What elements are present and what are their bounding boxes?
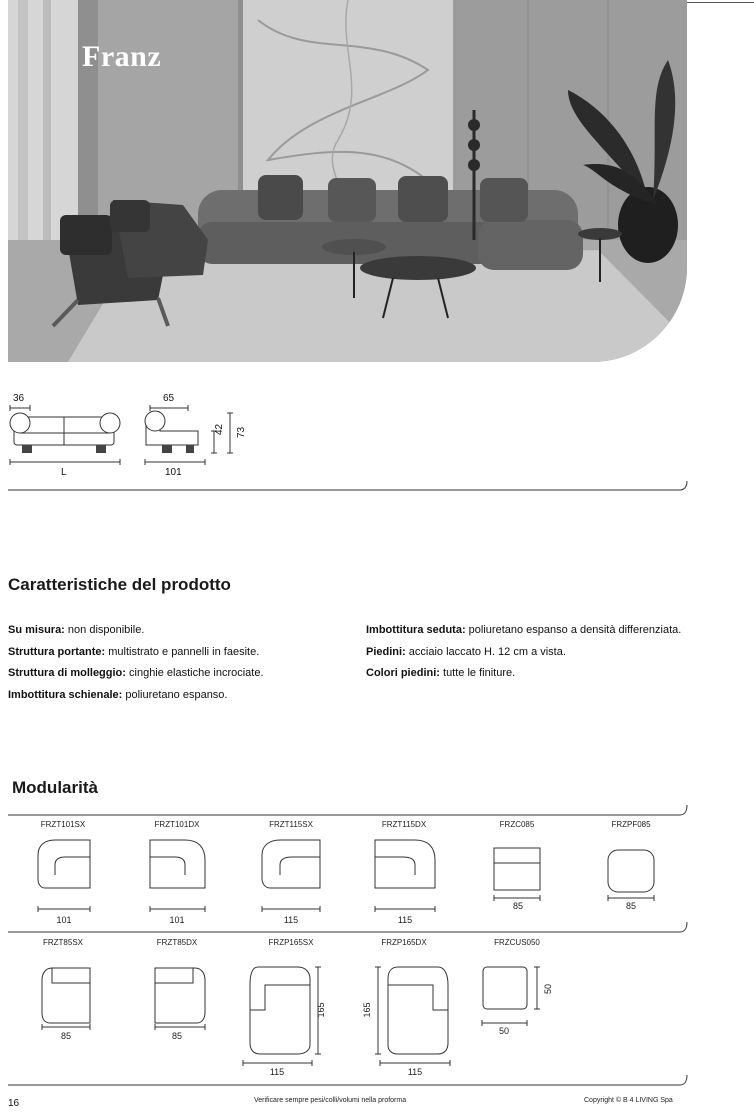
- features-right: [366, 620, 736, 685]
- module-width: 115: [397, 915, 413, 925]
- module-width: 50: [498, 1026, 509, 1036]
- dimension-drawing: [0, 385, 754, 495]
- dim-arm: 36: [13, 393, 25, 404]
- module-code: FRZT115SX: [269, 820, 313, 829]
- page-number: 16: [8, 1098, 20, 1109]
- modularity-heading: Modularità: [12, 778, 98, 797]
- module-width: 85: [60, 1031, 71, 1041]
- footer-note: Verificare sempre pesi/colli/volumi nella proforma: [254, 1097, 407, 1104]
- feature-item: Piedini: acciaio laccato H. 12 cm a vista.: [366, 645, 566, 658]
- module-width: 85: [171, 1031, 182, 1041]
- module-code: FRZT101DX: [154, 820, 200, 829]
- dim-total-height: 73: [236, 426, 247, 438]
- module-width: 101: [169, 915, 185, 925]
- module-code: FRZPF085: [611, 820, 651, 829]
- module-depth: 165: [316, 1002, 326, 1018]
- module-width: 115: [283, 915, 299, 925]
- module-code: FRZP165DX: [381, 938, 427, 947]
- module-code: FRZP165SX: [268, 938, 314, 947]
- dim-seat-height: 42: [214, 423, 225, 435]
- feature-item: Imbottitura seduta: poliuretano espanso a densità differenziata.: [366, 624, 682, 636]
- dim-depth-bottom: 101: [165, 467, 182, 478]
- feature-item: Su misura: non disponibile.: [8, 624, 145, 636]
- features-heading: Caratteristiche del prodotto: [8, 575, 231, 594]
- module-width: 101: [56, 915, 72, 925]
- module-depth: 165: [362, 1002, 372, 1018]
- feature-item: Imbottitura schienale: poliuretano espanso.: [8, 688, 228, 701]
- module-code: FRZT85DX: [156, 938, 198, 947]
- module-code: FRZT85SX: [42, 938, 83, 947]
- sofa-dimension-diagram: [0, 385, 754, 495]
- module-code: FRZT115DX: [381, 820, 427, 829]
- module-width: 115: [407, 1067, 423, 1077]
- dim-depth-top: 65: [163, 393, 175, 404]
- module-depth: 50: [543, 984, 553, 995]
- module-code: FRZT101SX: [40, 820, 86, 829]
- module-width: 115: [269, 1067, 285, 1077]
- feature-item: Struttura portante: multistrato e pannelli in faesite.: [8, 645, 260, 658]
- module-width: 85: [512, 901, 523, 911]
- product-title: Franz: [82, 40, 162, 73]
- feature-item: Colori piedini: tutte le finiture.: [366, 667, 516, 679]
- module-width: 85: [625, 901, 636, 911]
- top-rule: [687, 2, 754, 3]
- module-code: FRZCUS050: [494, 938, 540, 947]
- footer-copyright: Copyright © B 4 LIVING Spa: [584, 1097, 673, 1104]
- dim-length: L: [61, 467, 67, 478]
- feature-item: Struttura di molleggio: cinghie elastiche incrociate.: [8, 667, 264, 679]
- features-left: [8, 620, 358, 706]
- module-code: FRZC085: [499, 820, 535, 829]
